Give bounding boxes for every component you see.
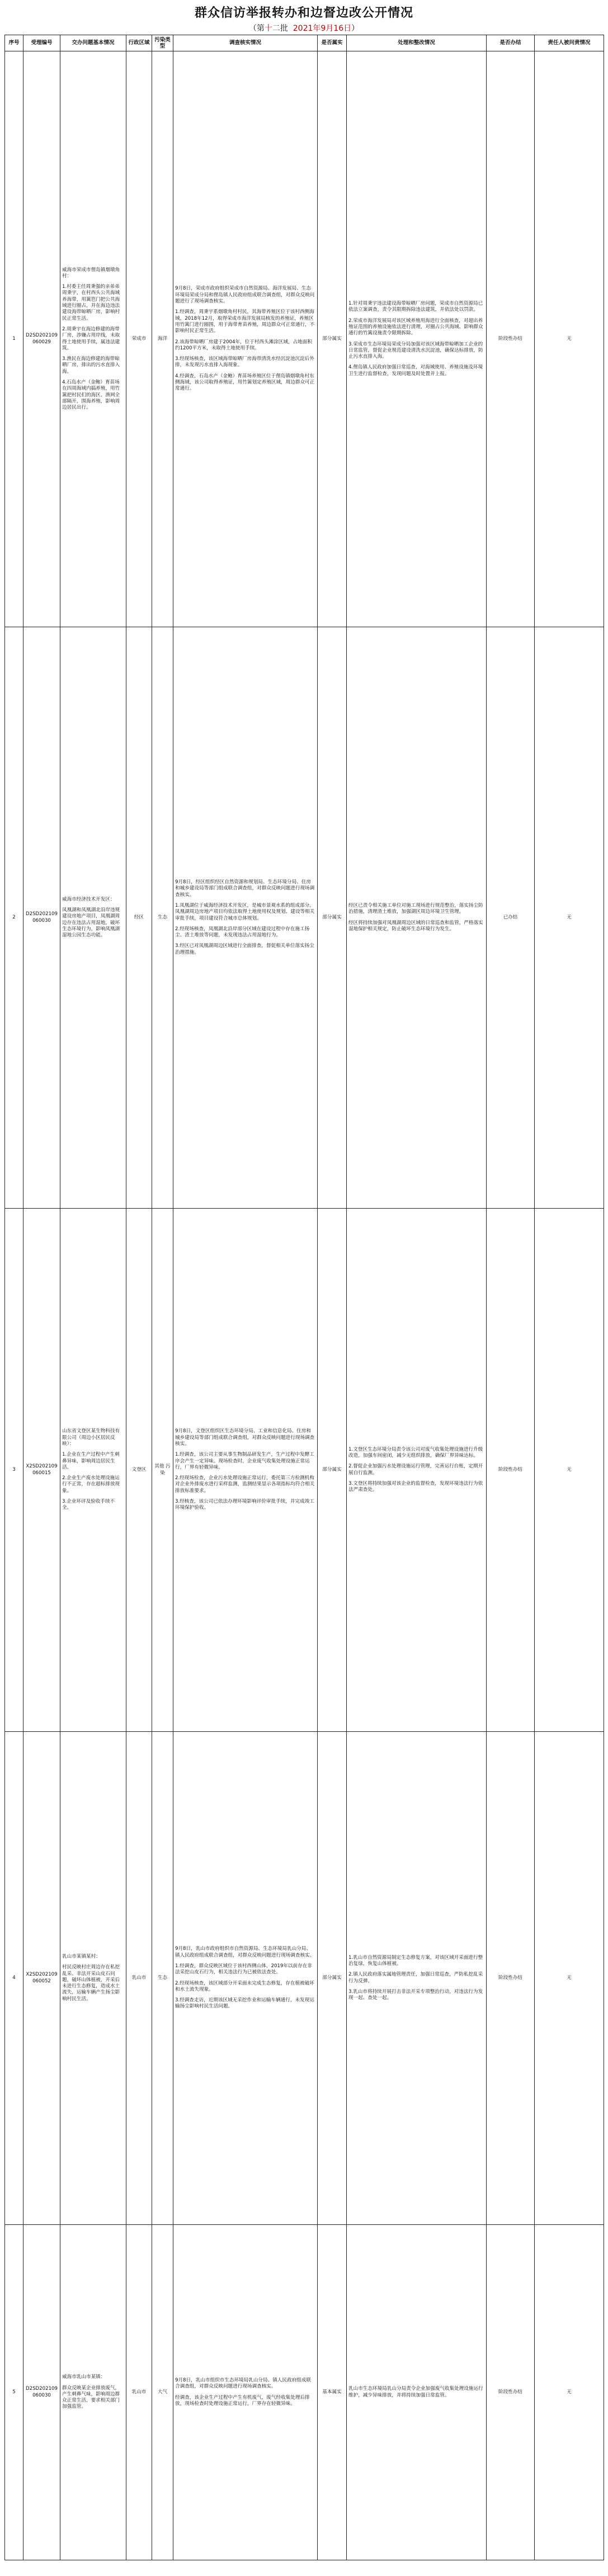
row-no: 2 <box>5 627 23 1209</box>
row-investigation-para: 1.经调查，群众反映区域位于该村西侧山体，2019年以前存在非法采挖山皮石行为，相关违法行为已被依法查处。 <box>175 1963 312 1976</box>
row-accountability: 无 <box>535 1732 604 2225</box>
row-investigation-para: 9月8日，乳山市组织市生态环境局乳山分局、镇人民政府组成联合调查组，对群众反映问题进行现场调查核实。 <box>175 2377 311 2390</box>
row-investigation-para: 3.经现场核查，该区域海带晾晒厂房海带清洗水经沉淀池沉淀后外排，未发现污水直排入海现象。 <box>175 356 314 368</box>
row-issue-para: 2.企业生产废水处理设施运行不正常，存在超标排放现象。 <box>62 1475 120 1494</box>
row-handling-para: 1.文登区生态环境分局责令该公司对废气收集处理设施进行升级改造，加强车间密闭，减少无组织排放，确保厂界异味达标。 <box>348 1446 483 1459</box>
row-issue-para: 凤凰湖和凤凰湖北沿岸违规建设房地产项目，凤凰湖周边存在违法占用湿地，破坏生态环境行为，影响凤凰湖湿地公园生态功能。 <box>62 907 120 939</box>
row-investigation-para: 2.经现场核查，该区域部分开采面未完成生态修复，存在植被破坏和水土流失现象。 <box>175 1980 314 1992</box>
row-issue <box>60 1209 126 1732</box>
row-district: 经区 <box>126 627 152 1209</box>
row-handling-para: 2.荣成市海洋发展局对该区域养殖用海进行全面核查，对超出养殖证范围的养殖设施依法进行清理，对圈占公共海域、影响群众通行的竹篱设施责令限期拆除。 <box>348 318 483 337</box>
row-investigation-para: 2.该海带晾晒厂房建于2004年，位于村西头滩涂区域，占地面积约1200平方米，未取得土地使用手续。 <box>175 339 312 351</box>
row-type: 其他 污染 <box>152 1209 173 1732</box>
row-issue-para: 威海市荣成市俚岛镇烟墩角村： <box>62 267 120 279</box>
row-handling-para: 1.乳山市自然资源局制定生态修复方案，对该区域开采面进行整治复绿，恢复山体植被。 <box>348 1954 483 1967</box>
row-no: 4 <box>5 1732 23 2225</box>
row-type: 大气 <box>152 2225 173 2560</box>
row-verdict: 部分属实 <box>318 1732 347 2225</box>
row-district: 乳山市 <box>126 1732 152 2225</box>
page-title: 群众信访举报转办和边督边改公开情况 <box>194 6 413 20</box>
row-id: X2SD202109060015 <box>23 1209 60 1732</box>
table-row <box>5 1209 604 1732</box>
row-issue-para: 群众反映某企业排放废气，产生刺鼻气味，影响周边群众正常生活，要求相关部门加强监管。 <box>62 2385 120 2410</box>
row-handling-para: 2.督促企业加强污水处理设施运行管理，完善运行台账，定期开展自行监测。 <box>348 1464 483 1476</box>
row-handling <box>347 2225 487 2560</box>
subtitle-prefix: （第 <box>248 24 265 33</box>
row-investigation-para: 2.经现场核查，凤凰湖北沿岸部分区域在建设过程中存在施工扬尘、渣土堆放等问题，未发现违法占用湿地行为。 <box>175 926 310 939</box>
row-handling <box>347 1209 487 1732</box>
row-issue <box>60 627 126 1209</box>
row-issue <box>60 51 126 627</box>
row-issue-para: 威海市经济技术开发区： <box>62 896 115 902</box>
row-issue-para: 乳山市某镇某村： <box>62 1953 101 1959</box>
header-no: 序号 <box>5 35 23 51</box>
header-verdict: 是否属实 <box>318 35 347 51</box>
row-handling <box>347 1732 487 2225</box>
row-id: D2SD202109060030 <box>23 2225 60 2560</box>
row-handling-para: 3.文登区将持续加强对该企业的监督检查，发现环境违法行为依法严肃查处。 <box>348 1480 483 1493</box>
row-investigation <box>173 2225 318 2560</box>
row-investigation-para: 2.经现场检查，企业污水处理设施正常运行，委托第三方检测机构对企业外排废水进行采样监测，监测结果显示各项指标均符合相关排放标准要求。 <box>175 1475 315 1494</box>
row-no: 3 <box>5 1209 23 1732</box>
header-district: 行政区域 <box>126 35 152 51</box>
row-issue-para: 2.周秉宇在海边修建的海带厂房，涉嫌占用岸线，未取得土地使用手续，属违法建筑。 <box>62 326 120 351</box>
row-investigation-para: 1.经调查，该公司主要从事生物制品研发生产，生产过程中发酵工序会产生一定异味。现场检查时，企业废气收集处理设施正常运行，厂界有轻微异味。 <box>175 1452 314 1470</box>
row-no: 1 <box>5 51 23 627</box>
row-investigation <box>173 1732 318 2225</box>
row-accountability: 无 <box>535 627 604 1209</box>
row-issue-para: 1.企业在生产过程中产生刺鼻异味，影响周边居民生活。 <box>62 1452 120 1470</box>
row-district: 荣成市 <box>126 51 152 627</box>
row-done: 阶段性办结 <box>487 1732 535 2225</box>
row-investigation <box>173 1209 318 1732</box>
row-investigation-para: 经调查，该企业生产过程中产生有机废气，废气经收集处理后排放，现场检查时处理设施正常运行，厂界存在轻微异味。 <box>175 2394 310 2407</box>
table-row <box>5 2225 604 2560</box>
row-accountability: 无 <box>535 1209 604 1732</box>
row-handling-para: 3.荣成市生态环境局荣成分局加强对该区域海带晾晒加工企业的日常监管，督促企业规范建设清洗水沉淀池，确保达标排放，防止污水直排入海。 <box>348 341 483 360</box>
row-investigation-para: 9月8日，经区组织经区自然资源和规划局、生态环境分局、住房和城乡建设局等部门组成联合调查组，对群众反映问题进行现场调查核实。 <box>175 879 315 898</box>
row-verdict: 部分属实 <box>318 627 347 1209</box>
header-id: 受理编号 <box>23 35 60 51</box>
row-issue <box>60 1732 126 2225</box>
batch-subtitle <box>0 22 608 34</box>
table-header-row <box>5 35 604 51</box>
row-investigation-para: 3.经区已对凤凰湖周边区域进行全面排查，督促相关单位落实扬尘治理措施。 <box>175 943 314 955</box>
row-done: 阶段性办结 <box>487 1209 535 1732</box>
header-investigation: 调查核实情况 <box>173 35 318 51</box>
row-investigation-para: 9月8日，文登区组织区生态环境分局、工业和信息化局、住房和城乡建设局等部门组成联合调查组，对群众反映问题进行现场调查核实。 <box>175 1428 315 1447</box>
row-issue-para: 4.石岛水产（金鲍）育苗场在四周海域内搞养殖，用竹篱把村民们的海区、渔网全部隔开，围海养殖，影响周边居民出行。 <box>62 379 120 411</box>
row-done: 阶段性办结 <box>487 2225 535 2560</box>
row-investigation-para: 4.经调查，石岛水产（金鲍）育苗场养殖区位于俚岛镇烟墩角村东侧海域，该公司取得养殖证，用竹篱划定养殖区域，周边群众可正常通行。 <box>175 373 315 392</box>
row-accountability: 无 <box>535 2225 604 2560</box>
row-verdict: 部分属实 <box>318 1209 347 1732</box>
row-type: 生态 <box>152 1732 173 2225</box>
row-investigation-para: 9月8日，乳山市政府组织市自然资源局、生态环境局乳山分局、镇人民政府组成联合调查组，对群众反映问题进行现场调查核实。 <box>175 1946 315 1958</box>
row-done: 已办结 <box>487 627 535 1209</box>
row-handling <box>347 51 487 627</box>
table-row <box>5 1732 604 2225</box>
row-investigation-para: 3.经核查，该公司已依法办理环境影响评价审批手续，并完成竣工环境保护验收。 <box>175 1499 314 1511</box>
row-district: 文登区 <box>126 1209 152 1732</box>
row-verdict: 基本属实 <box>318 2225 347 2560</box>
row-handling-para: 经区已责令相关施工单位对施工现场进行规范整治，落实扬尘防治措施，清理渣土堆放，加强湖区周边环境卫生管理。 <box>348 902 483 915</box>
row-id: D2SD202109060030 <box>23 627 60 1209</box>
row-investigation-para: 1.经调查，周秉宇系烟墩角村村民，其海带养殖区位于该村西侧海域，2018年12月，取得荣成市海洋发展局核发的养殖证，养殖区用竹篱门进行圈围，用于海带育苗养殖，周边群众可正常通行，不影响村民正常生活。 <box>175 309 315 334</box>
row-accountability: 无 <box>535 51 604 627</box>
row-handling <box>347 627 487 1209</box>
row-handling-para: 经区将持续加强对凤凰湖周边区域的日常巡查和监管，严格落实湿地保护相关规定，防止破坏生态环境行为发生。 <box>348 920 483 932</box>
row-investigation-para: 3.经调查走访，近期该区域无采挖作业和运输车辆通行，未发现运输扬尘影响村民生活问题。 <box>175 1997 314 2010</box>
row-investigation <box>173 627 318 1209</box>
row-type: 海洋 <box>152 51 173 627</box>
row-issue-para: 3.渔民在海边修建的海带晾晒厂房，排出的污水直排入海。 <box>62 356 120 375</box>
row-handling-para: 乳山市生态环境局乳山分局责令企业加强废气收集处理设施运行维护，减少异味排放，并将持续加强日常监管。 <box>348 2386 483 2398</box>
row-handling-para: 4.俚岛镇人民政府加强日常巡查，对海域使用、养殖设施及环境卫生进行监督检查，发现问题及时处置并上报。 <box>348 364 483 377</box>
row-handling-para: 3.乳山市将持续开展打击非法开采专项整治行动，对违法行为发现一起、查处一起。 <box>348 1988 483 2001</box>
header-done: 是否办结 <box>487 35 535 51</box>
row-handling-para: 2.镇人民政府落实属地管理责任，加强日常巡查，严防私挖乱采行为反弹。 <box>348 1972 483 1984</box>
row-verdict: 部分属实 <box>318 51 347 627</box>
row-issue-para: 山东省文登区某生物科技有限公司（周边小区居民反映）： <box>62 1428 120 1447</box>
header-accountability: 责任人被问责情况 <box>535 35 604 51</box>
subtitle-suffix: ） <box>351 24 360 33</box>
batch-number: 十二 <box>264 24 280 33</box>
table-row <box>5 627 604 1209</box>
row-no: 5 <box>5 2225 23 2560</box>
header-issue: 交办问题基本情况 <box>60 35 126 51</box>
header-type: 污染类型 <box>152 35 173 51</box>
row-issue-para: 威海市乳山市某镇： <box>62 2374 106 2380</box>
row-district: 乳山市 <box>126 2225 152 2560</box>
header-handling: 处理和整改情况 <box>347 35 487 51</box>
table-row <box>5 51 604 627</box>
row-issue-para: 村民反映村庄周边存在私挖乱采、非法开采山皮石问题，破坏山体植被，开采后未进行生态修复，造成水土流失，运输车辆产生扬尘影响村民生活。 <box>62 1964 120 2002</box>
petition-table <box>4 35 604 2560</box>
row-investigation-para: 9月8日，荣成市政府组织荣成市自然资源局、海洋发展局、生态环境局荣成分局和俚岛镇人民政府组成联合调查组，对群众反映问题进行了现场调查核实。 <box>175 286 315 305</box>
row-type: 生态 <box>152 627 173 1209</box>
row-issue <box>60 2225 126 2560</box>
row-issue-para: 1.村委主任周秉强的亲弟弟周秉宇，在村西头公共海域养海带，用篱笆门把公共海域进行圈占，并在海边违法建设海带晾晒厂房，影响村民正常生活。 <box>62 284 120 321</box>
row-investigation-para: 1.凤凰湖位于威海经济技术开发区，是城市景观水系的组成部分。凤凰湖周边房地产项目均依法取得土地使用权及规划、建设等相关审批手续，项目建设符合城市总体规划。 <box>175 902 315 921</box>
table-body <box>5 51 604 2560</box>
row-investigation <box>173 51 318 627</box>
row-handling-para: 1.针对周秉宇违法建设海带晾晒厂房问题，荣成市自然资源局已依法立案调查，责令其限期拆除违法建筑，并依法处以罚款。 <box>348 301 483 313</box>
row-issue-para: 3.企业环评及验收手续不全。 <box>62 1499 115 1511</box>
row-id: D2SD202109060029 <box>23 51 60 627</box>
row-id: X2SD202109060052 <box>23 1732 60 2225</box>
publish-date: 2021年9月16日 <box>293 24 352 33</box>
subtitle-mid: 批 <box>280 24 288 33</box>
row-done: 阶段性办结 <box>487 51 535 627</box>
